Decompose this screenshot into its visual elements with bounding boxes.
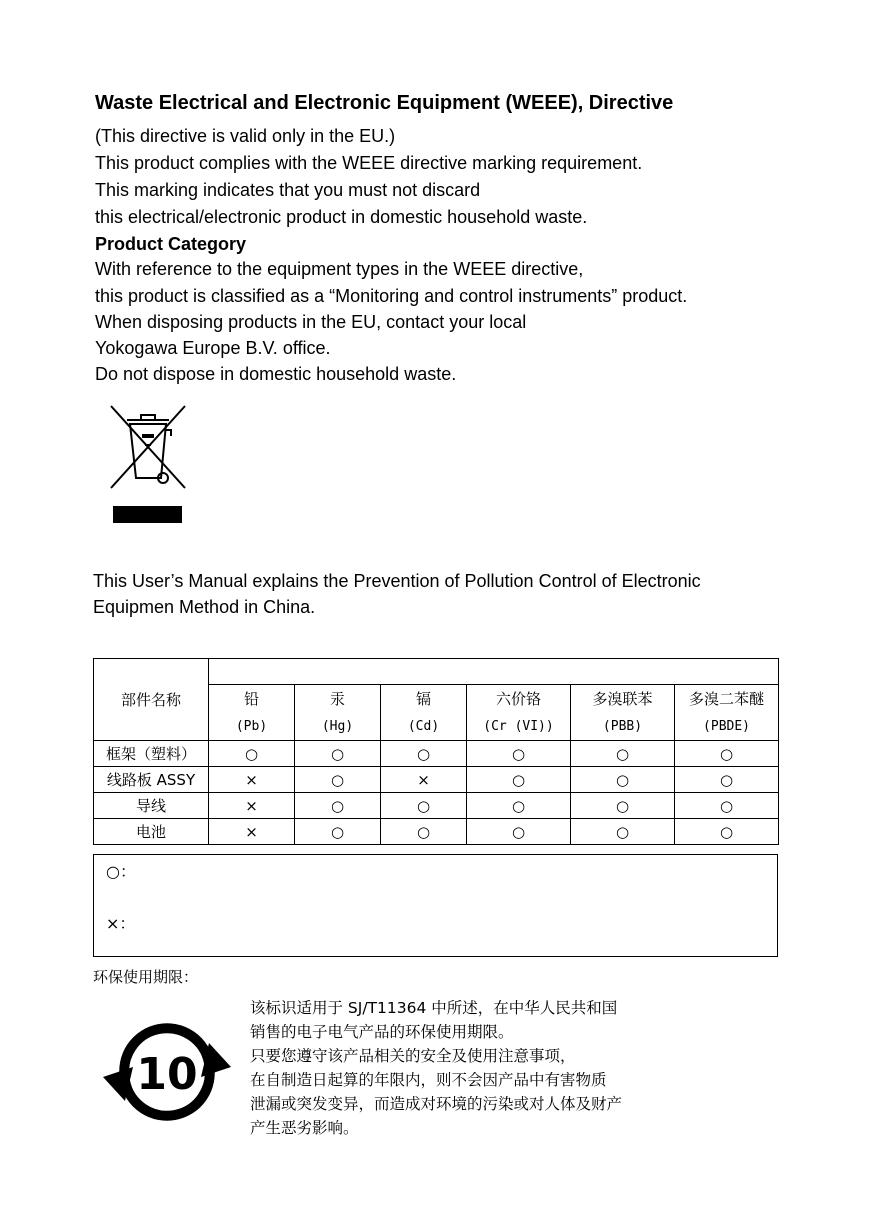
weee-text-line: this electrical/electronic product in domestic household waste.: [95, 207, 588, 227]
epup-text-line: 在自制造日起算的年限内，则不会因产品中有害物质: [250, 1071, 607, 1089]
table-row: [94, 793, 779, 819]
table-row: [94, 819, 779, 845]
substance-symbol: (Pb): [209, 713, 295, 741]
epup-label: 环保使用期限：: [93, 968, 199, 986]
substance-mark: ×: [209, 819, 295, 845]
weee-text-line: This marking indicates that you must not discard: [95, 180, 481, 200]
category-text-line: Yokogawa Europe B.V. office.: [95, 338, 331, 358]
epup-number: 10: [136, 1049, 198, 1100]
category-text-line: Do not dispose in domestic household waste.: [95, 364, 457, 384]
substance-name: 镉: [381, 685, 467, 713]
substance-mark: ○: [467, 741, 571, 767]
weee-title: Waste Electrical and Electronic Equipment (WEEE), Directive: [95, 92, 674, 114]
part-name: 电池: [94, 819, 209, 845]
substance-mark: ○: [295, 819, 381, 845]
substance-mark: ×: [381, 767, 467, 793]
category-text-line: this product is classified as a “Monitoring and control instruments” product.: [95, 286, 688, 306]
substance-mark: ○: [675, 741, 779, 767]
substance-mark: ○: [467, 819, 571, 845]
category-text-line: When disposing products in the EU, contact your local: [95, 312, 527, 332]
hazardous-substances-table: [93, 658, 779, 845]
part-name: 框架（塑料）: [94, 741, 209, 767]
substance-mark: ○: [571, 793, 675, 819]
product-category-heading: Product Category: [95, 234, 247, 254]
substance-mark: ×: [209, 767, 295, 793]
substance-mark: ○: [381, 793, 467, 819]
category-text-line: With reference to the equipment types in the WEEE directive,: [95, 259, 584, 279]
epup-text-line: 销售的电子电气产品的环保使用期限。: [250, 1023, 514, 1041]
substance-symbol: (Hg): [295, 713, 381, 741]
substances-group-header: [209, 659, 779, 685]
substance-name: 六价铬: [467, 685, 571, 713]
substance-name: 多溴联苯: [571, 685, 675, 713]
substance-mark: ○: [295, 767, 381, 793]
substance-mark: ○: [571, 741, 675, 767]
substance-mark: ○: [381, 819, 467, 845]
substance-mark: ○: [675, 767, 779, 793]
substance-mark: ×: [209, 793, 295, 819]
epup-text-line: 泄漏或突发变异，而造成对环境的污染或对人体及财产: [250, 1095, 623, 1113]
legend-box: [93, 854, 778, 957]
substance-mark: ○: [467, 793, 571, 819]
substance-symbol: (PBDE): [675, 713, 779, 741]
substance-symbol: (PBB): [571, 713, 675, 741]
epup-10-year-icon: [103, 1015, 231, 1125]
substance-symbol: (Cd): [381, 713, 467, 741]
substance-mark: ○: [467, 767, 571, 793]
china-intro-line: This User’s Manual explains the Prevention of Pollution Control of Electronic: [93, 571, 701, 591]
epup-text-line: 该标识适用于 SJ/T11364 中所述，在中华人民共和国: [250, 999, 618, 1017]
substance-mark: ○: [209, 741, 295, 767]
substance-mark: ○: [675, 819, 779, 845]
table-row: [94, 741, 779, 767]
substance-name: 多溴二苯醚: [675, 685, 779, 713]
weee-text-line: This product complies with the WEEE directive marking requirement.: [95, 153, 643, 173]
part-name-header: 部件名称: [94, 659, 209, 741]
substance-mark: ○: [295, 793, 381, 819]
legend-circle: ○：: [106, 862, 136, 881]
weee-text-line: (This directive is valid only in the EU.): [95, 126, 396, 146]
substance-name: 铅: [209, 685, 295, 713]
substance-mark: ○: [381, 741, 467, 767]
legend-cross: ×：: [106, 914, 136, 933]
part-name: 线路板 ASSY: [94, 767, 209, 793]
part-name: 导线: [94, 793, 209, 819]
substance-mark: ○: [571, 767, 675, 793]
substance-mark: ○: [571, 819, 675, 845]
epup-description: [250, 996, 720, 1140]
substance-mark: ○: [675, 793, 779, 819]
substance-symbol: (Cr (VI)): [467, 713, 571, 741]
substance-mark: ○: [295, 741, 381, 767]
table-row: [94, 767, 779, 793]
china-intro-line: Equipmen Method in China.: [93, 597, 316, 617]
substance-name: 汞: [295, 685, 381, 713]
epup-text-line: 产生恶劣影响。: [250, 1119, 359, 1137]
epup-text-line: 只要您遵守该产品相关的安全及使用注意事项，: [250, 1047, 576, 1065]
crossed-out-wheelie-bin-icon: [103, 400, 193, 530]
